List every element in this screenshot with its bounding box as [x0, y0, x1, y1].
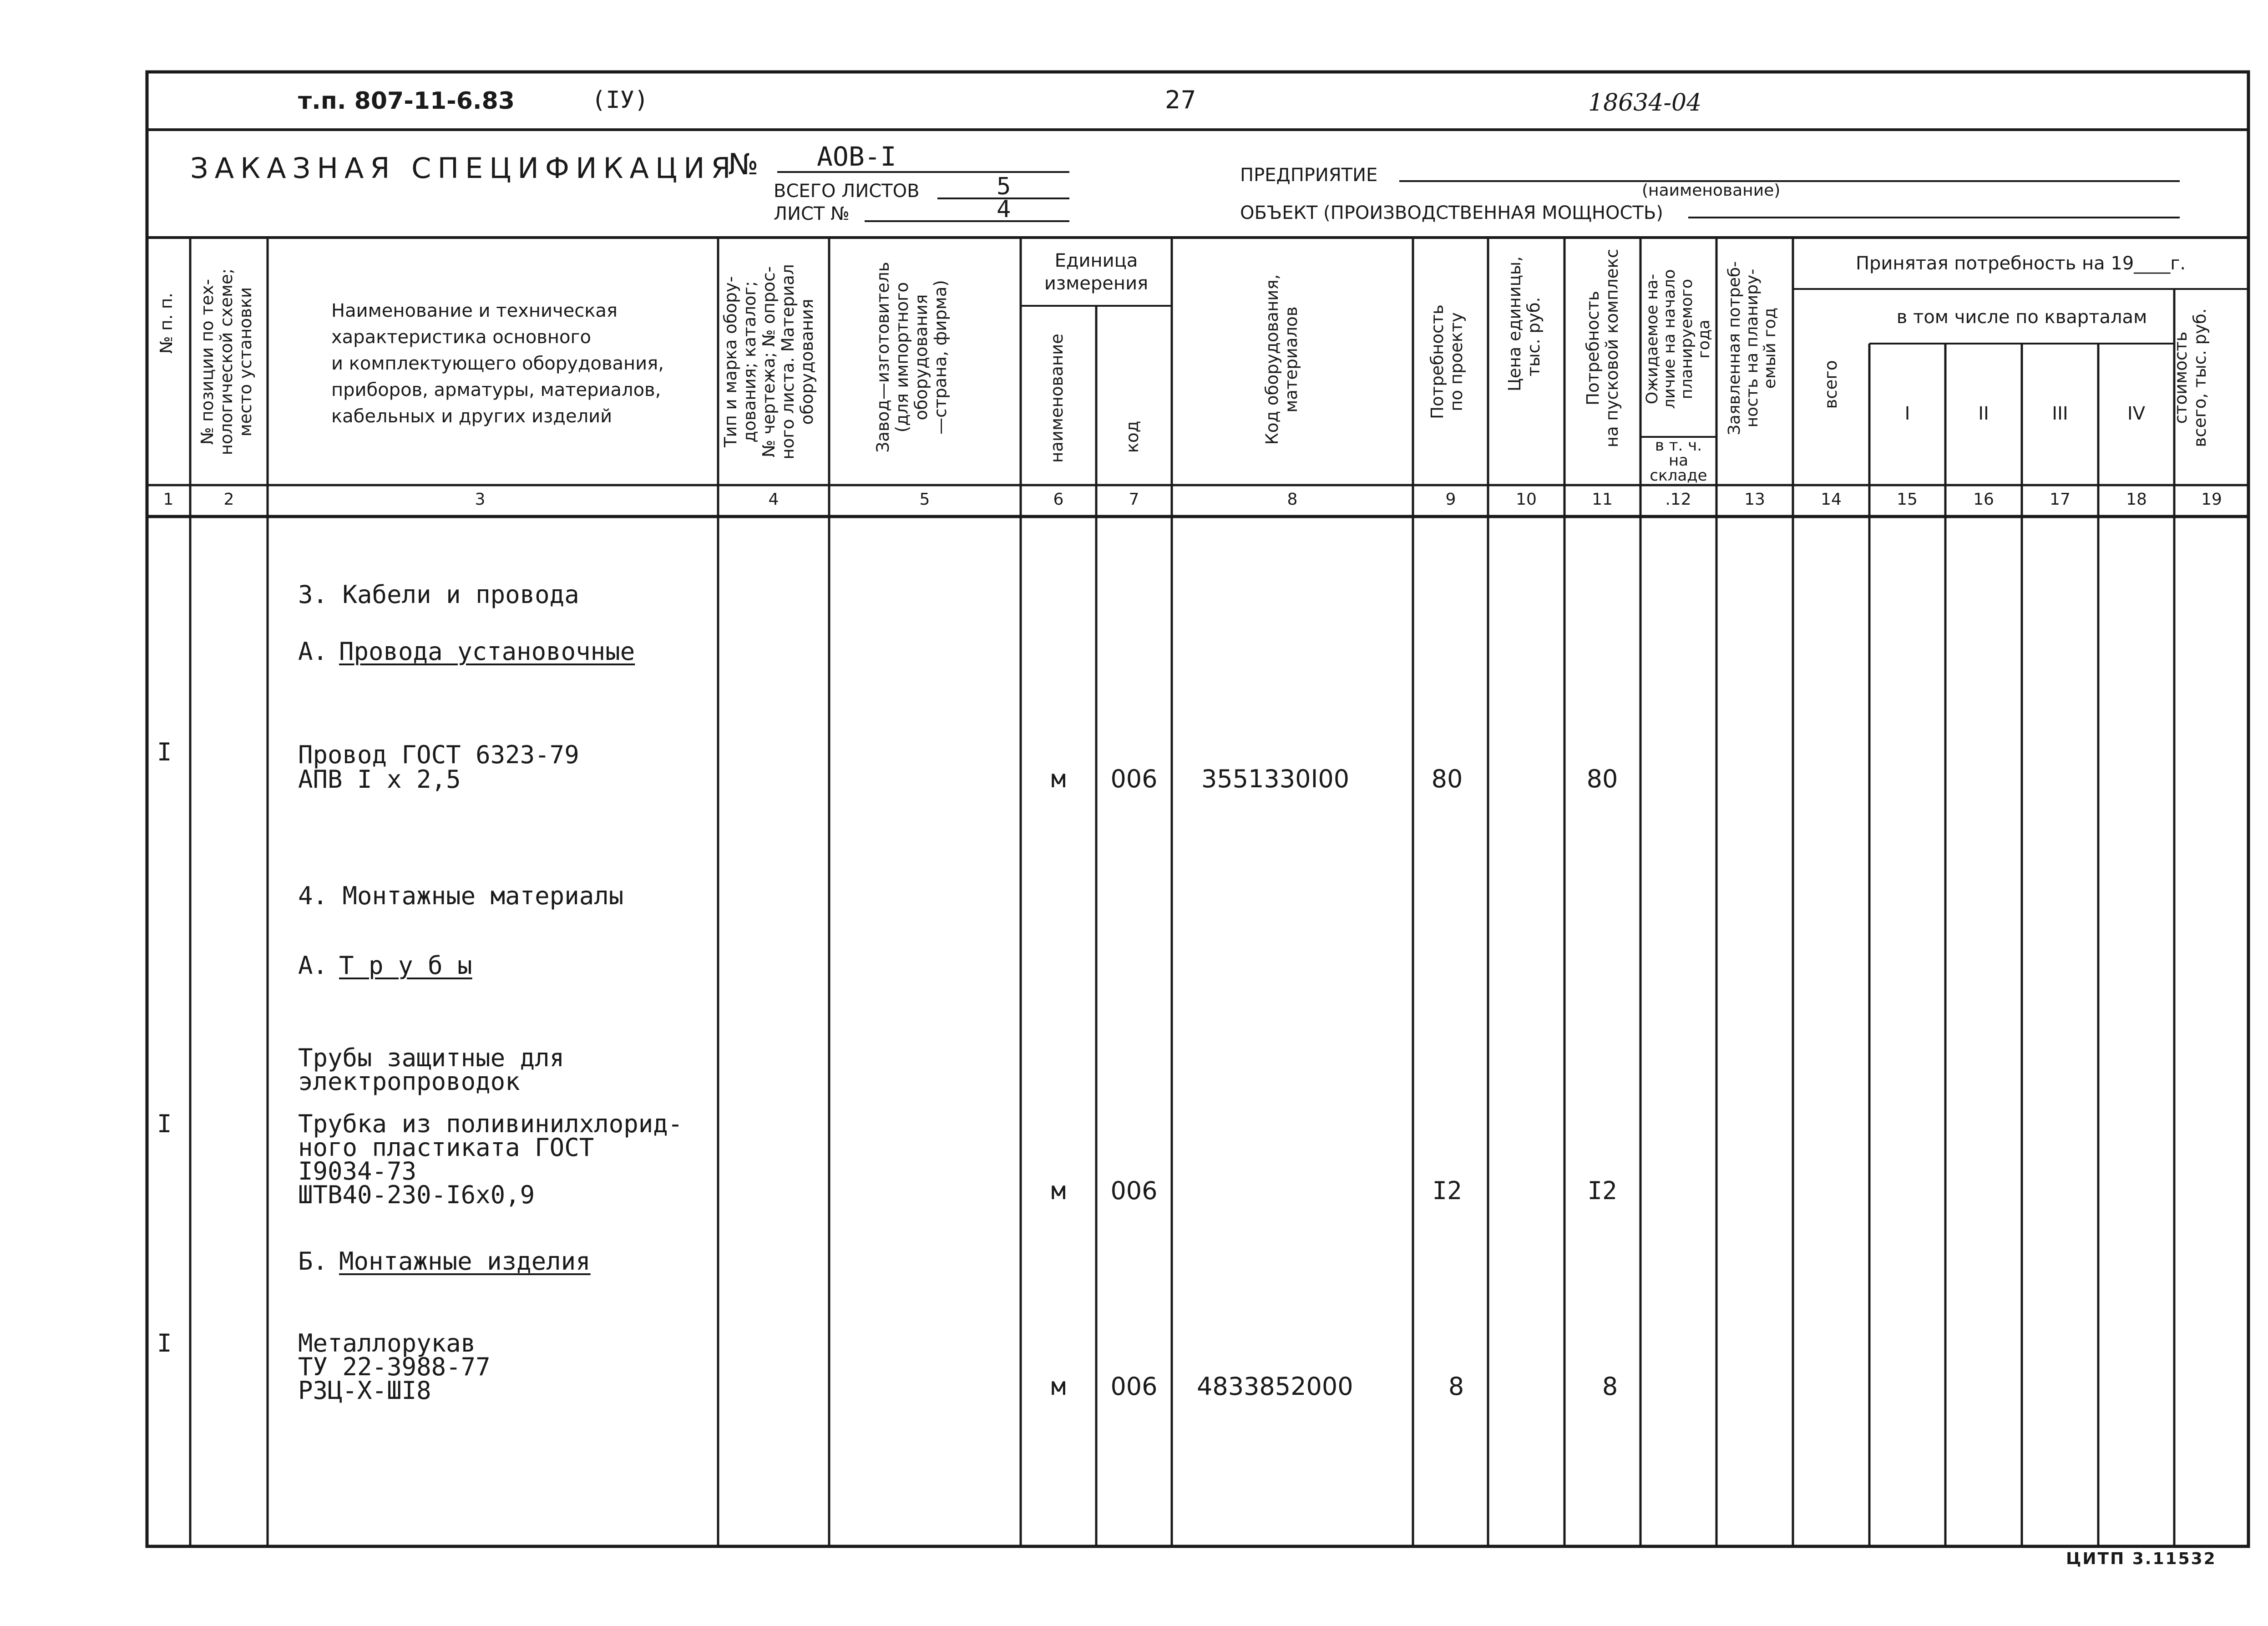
page-number: 27	[1165, 86, 1196, 114]
col-number-12: .12	[1665, 490, 1691, 509]
item3-unit-code: 006	[1110, 1372, 1158, 1401]
col-number-7: 7	[1129, 490, 1139, 509]
pipes-group-title-line1: Трубы защитные для	[298, 1043, 565, 1072]
col-header-12-sub: в т. ч. на складе	[1650, 436, 1707, 485]
item2-name-line4: ШТВ40-230-I6х0,9	[298, 1180, 535, 1209]
col-header-15: I	[1904, 403, 1910, 424]
subsection-a-prefix: А.	[298, 637, 328, 666]
col-number-2: 2	[223, 490, 234, 509]
col-number-17: 17	[2050, 490, 2071, 509]
subsection-wires-heading: Провода установочные	[339, 637, 635, 666]
col-header-4: Тип и марка обору- дования; каталог; № чертежа; № опрос- ного листа. Материал оборудования	[721, 264, 817, 460]
col-number-15: 15	[1897, 490, 1918, 509]
subsection-a2-prefix: А.	[298, 951, 328, 980]
col-header-12: Ожидаемое на- личие на начало планируемого года	[1643, 269, 1713, 409]
col-number-19: 19	[2201, 490, 2222, 509]
col-number-6: 6	[1053, 490, 1064, 509]
total-sheets-label: ВСЕГО ЛИСТОВ	[774, 181, 920, 202]
col-header-16: II	[1978, 403, 1989, 424]
sheet-value: 4	[997, 196, 1011, 223]
album-number: (IУ)	[592, 86, 649, 114]
col-number-10: 10	[1516, 490, 1537, 509]
enterprise-label: ПРЕДПРИЯТИЕ	[1240, 165, 1378, 186]
item3-name-line2: ТУ 22-3988-77	[298, 1352, 491, 1381]
item2-launch: I2	[1587, 1176, 1617, 1205]
col-number-8: 8	[1287, 490, 1298, 509]
unit-group-header: Единица измерения	[1044, 250, 1149, 294]
col-number-1: 1	[163, 490, 174, 509]
col-number-13: 13	[1744, 490, 1765, 509]
sheet-label: ЛИСТ №	[774, 203, 850, 224]
item3-number: I	[157, 1329, 172, 1358]
item3-name-line1: Металлорукав	[298, 1329, 476, 1358]
col-header-17: III	[2052, 403, 2068, 424]
pipes-group-title-line2: электропроводок	[298, 1067, 520, 1096]
col-number-5: 5	[919, 490, 930, 509]
item1-unit-code: 006	[1110, 765, 1158, 793]
item1-need: 80	[1431, 765, 1463, 793]
col-header-14: всего	[1821, 360, 1841, 409]
col-header-3: Наименование и техническая характеристика основного и комплектующего оборудования, приборов, арматуры, материалов, кабельных и других изделий	[331, 300, 664, 427]
item2-unit-code: 006	[1110, 1176, 1158, 1205]
item2-name-line1: Трубка из поливинилхлорид-	[298, 1109, 683, 1138]
col-header-1: № п. п.	[157, 293, 176, 354]
item1-name-line1: Провод ГОСТ 6323-79	[298, 740, 579, 769]
item3-launch: 8	[1602, 1372, 1618, 1401]
number-sign: №	[728, 148, 759, 182]
col-number-11: 11	[1592, 490, 1613, 509]
item2-unit: м	[1051, 1176, 1066, 1205]
item2-name-line2: ного пластиката ГОСТ	[298, 1133, 594, 1162]
col-header-8: Код оборудования, материалов	[1262, 274, 1301, 445]
col-header-10: Цена единицы, тыс. руб.	[1505, 256, 1544, 391]
col-number-18: 18	[2126, 490, 2147, 509]
col-header-13: Заявленная потреб- ность на планиру- емый год	[1725, 261, 1779, 436]
name-hint: (наименование)	[1642, 181, 1781, 200]
object-label: ОБЪЕКТ (ПРОИЗВОДСТВЕННАЯ МОЩНОСТЬ)	[1240, 203, 1663, 223]
col-header-18: IV	[2127, 403, 2146, 424]
col-number-4: 4	[768, 490, 779, 509]
item3-material-code: 4833852000	[1197, 1372, 1353, 1401]
col-header-5: Завод—изготовитель (для импортного оборудования —страна, фирма)	[873, 262, 950, 453]
item2-need: I2	[1432, 1176, 1462, 1205]
col-number-3: 3	[475, 490, 486, 509]
printer-mark: ЦИТП 3.11532	[2066, 1550, 2217, 1568]
spec-number: АОВ-I	[817, 141, 896, 172]
spec-title: ЗАКАЗНАЯ СПЕЦИФИКАЦИЯ	[190, 152, 737, 185]
col-header-7: код	[1123, 420, 1142, 453]
item1-launch: 80	[1586, 765, 1618, 793]
total-sheets-value: 5	[997, 173, 1011, 200]
item3-name-line3: РЗЦ-Х-ШI8	[298, 1376, 431, 1405]
quarters-group-header: в том числе по кварталам	[1896, 307, 2147, 328]
col-header-9: Потребность по проекту	[1428, 304, 1466, 419]
accepted-group-header: Принятая потребность на 19____г.	[1855, 253, 2186, 274]
col-header-6: наименование	[1047, 334, 1067, 463]
item3-need: 8	[1448, 1372, 1464, 1401]
item3-unit: м	[1051, 1372, 1066, 1401]
col-number-9: 9	[1445, 490, 1456, 509]
col-number-16: 16	[1973, 490, 1994, 509]
subsection-mounting-items-heading: Монтажные изделия	[339, 1247, 591, 1276]
inventory-number: 18634-04	[1588, 89, 1702, 117]
col-header-2: № позиции по тех- нологической схеме; место установки	[197, 268, 255, 456]
item2-name-line3: I9034-73	[298, 1157, 417, 1185]
col-header-11: Потребность на пусковой комплекс	[1583, 248, 1622, 448]
item1-material-code: 3551330I00	[1201, 765, 1350, 793]
item1-unit: м	[1051, 765, 1066, 793]
subsection-b-prefix: Б.	[298, 1247, 328, 1276]
item1-name-line2: АПВ I х 2,5	[298, 765, 461, 794]
subsection-pipes-heading: Т р у б ы	[339, 951, 472, 980]
col-number-14: 14	[1821, 490, 1842, 509]
item1-number: I	[157, 738, 172, 766]
col-header-19: стоимость всего, тыс. руб.	[2171, 308, 2210, 447]
item2-number: I	[157, 1109, 172, 1138]
section-materials-heading: 4. Монтажные материалы	[298, 881, 624, 910]
project-code: т.п. 807-11-6.83	[298, 87, 515, 115]
section-cables-heading: 3. Кабели и провода	[298, 580, 579, 609]
